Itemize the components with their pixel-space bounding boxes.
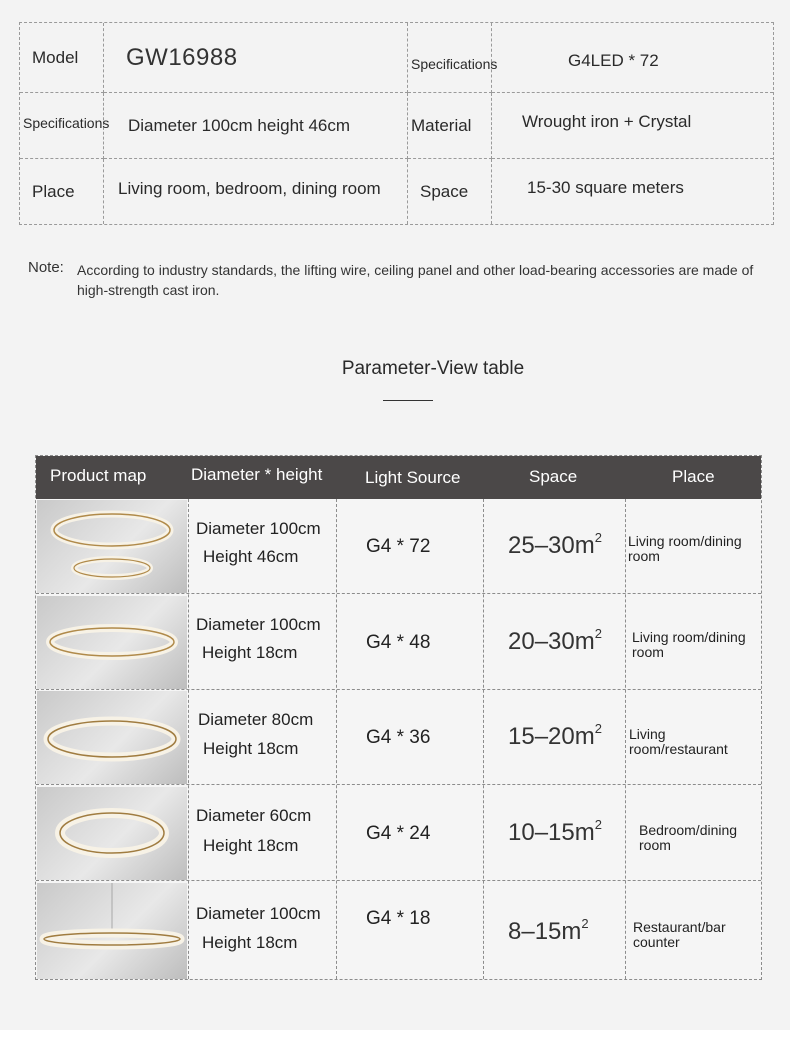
section-title-underline	[383, 400, 433, 401]
material-value: Wrought iron + Crystal	[492, 93, 773, 159]
space-text: $15-20m^2$	[508, 721, 602, 750]
header-product-map: Product map	[50, 466, 147, 485]
table-row	[36, 499, 761, 594]
space-text: $8-15m^2$	[508, 916, 589, 945]
note-label: Note:	[28, 259, 64, 276]
header-place: Place	[672, 467, 715, 486]
product-photo-single-ring	[37, 596, 187, 689]
diameter-text: Diameter 60cm	[196, 806, 312, 825]
light-source-text: G4 * 72	[366, 536, 431, 557]
header-space: Space	[529, 467, 578, 486]
table-row	[36, 882, 761, 980]
section-title: Parameter-View table	[341, 358, 525, 379]
place-label: Place	[20, 159, 104, 224]
height-text: Height 18cm	[203, 836, 299, 855]
light-source-text: G4 * 24	[366, 823, 431, 844]
place-text: Living room/dining room	[632, 629, 746, 660]
note-text: According to industry standards, the lifting wire, ceiling panel and other load-bearing accessories are made of high-strength cast iron.	[77, 262, 754, 298]
product-photo-ring-80	[37, 691, 187, 784]
table-row	[36, 595, 761, 690]
height-text: Height 46cm	[203, 547, 299, 566]
model-label: Model	[20, 23, 104, 93]
light-source-text: G4 * 18	[366, 908, 431, 929]
place-text: Restaurant/bar counter	[633, 919, 726, 950]
product-photo-ring-60	[37, 787, 187, 880]
space-text: $20-30m^2$	[508, 626, 602, 655]
table-row	[36, 690, 761, 785]
light-source-text: G4 * 36	[366, 727, 431, 748]
place-value: Living room, bedroom, dining room	[104, 159, 408, 224]
height-text: Height 18cm	[202, 643, 298, 662]
header-light-source: Light Source	[365, 468, 461, 487]
diameter-text: Diameter 100cm	[196, 904, 321, 923]
place-text: Bedroom/dining room	[639, 822, 738, 853]
table-header	[36, 456, 761, 499]
spec2-label: Specifications	[20, 93, 104, 159]
diameter-text: Diameter 100cm	[196, 519, 321, 538]
space-text: $10-15m^2$	[508, 817, 602, 846]
table-row	[36, 786, 761, 881]
header-diameter-height: Diameter * height	[191, 465, 323, 484]
space-value: 15-30 square meters	[527, 177, 684, 197]
spec-table	[19, 22, 774, 225]
parameter-table	[35, 455, 762, 980]
material-label: Material	[408, 93, 492, 159]
spec1-label: Specifications	[408, 23, 492, 93]
model-value: GW16988	[104, 23, 408, 93]
height-text: Height 18cm	[202, 933, 298, 952]
spec2-value: Diameter 100cm height 46cm	[104, 93, 408, 159]
place-text: Living room/dining room	[628, 533, 742, 564]
diameter-text: Diameter 80cm	[198, 710, 314, 729]
spec1-value: G4LED * 72	[492, 23, 773, 93]
space-text: $25-30m^2$	[508, 530, 602, 559]
light-source-text: G4 * 48	[366, 632, 431, 653]
place-text: Living room/restaurant	[629, 726, 728, 757]
product-photo-double-ring	[37, 500, 187, 593]
product-photo-ring-side	[37, 883, 187, 979]
height-text: Height 18cm	[203, 739, 299, 758]
space-label: Space	[408, 159, 492, 224]
diameter-text: Diameter 100cm	[196, 615, 321, 634]
